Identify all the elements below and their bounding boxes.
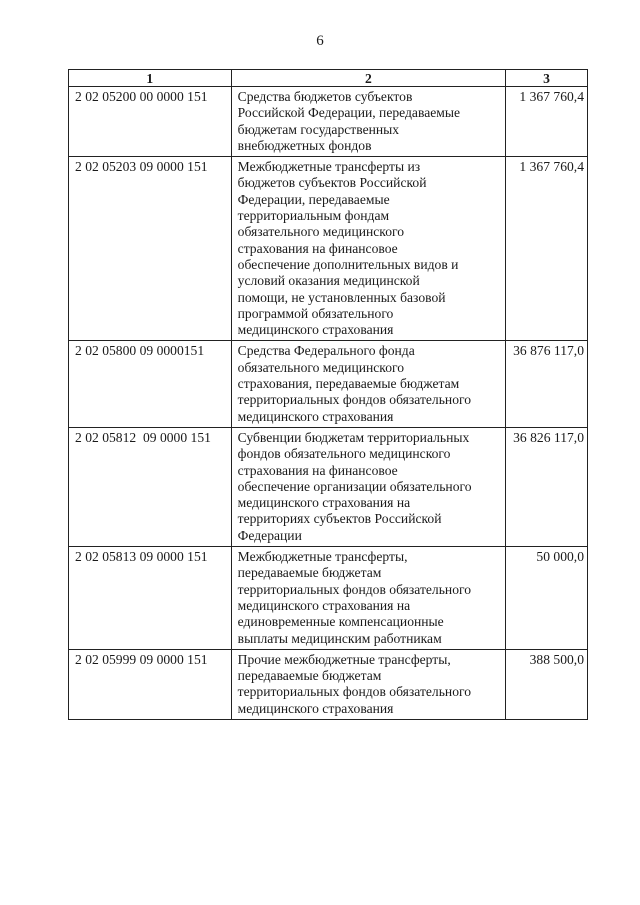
budget-code: 2 02 05203 09 0000 151 <box>69 157 232 341</box>
table-row <box>69 547 588 650</box>
budget-amount: 36 826 117,0 <box>506 427 588 546</box>
budget-item-name-line: обязательного медицинского <box>237 224 405 240</box>
budget-item-name <box>231 427 505 546</box>
budget-item-name-line: условий оказания медицинской <box>237 273 420 289</box>
budget-code: 2 02 05813 09 0000 151 <box>69 547 232 650</box>
budget-item-name-line: территориальных фондов обязательного <box>237 684 472 700</box>
table-header-row <box>69 70 588 87</box>
budget-item-name-line: выплаты медицинским работникам <box>237 630 442 646</box>
budget-item-name-line: медицинского страхования на <box>237 495 411 511</box>
budget-code: 2 02 05812 09 0000 151 <box>69 427 232 546</box>
budget-code: 2 02 05200 00 0000 151 <box>69 87 232 157</box>
table-body <box>69 87 588 720</box>
budget-item-name <box>231 341 505 427</box>
table-row <box>69 87 588 157</box>
budget-item-name-line: страхования на финансовое <box>237 240 398 256</box>
budget-item-name-line: Субвенции бюджетам территориальных <box>237 429 470 445</box>
budget-item-name-line: Федерации <box>237 527 302 543</box>
header-col-3: 3 <box>506 70 588 87</box>
budget-item-name-line: внебюджетных фондов <box>237 137 372 153</box>
budget-code: 2 02 05999 09 0000 151 <box>69 649 232 719</box>
budget-item-name-line: обеспечение организации обязательного <box>237 478 472 494</box>
budget-item-name-line: обязательного медицинского <box>237 359 405 375</box>
budget-code: 2 02 05800 09 0000151 <box>69 341 232 427</box>
budget-item-name-line: медицинского страхования на <box>237 597 411 613</box>
budget-item-name-line: Средства бюджетов субъектов <box>237 89 413 104</box>
budget-item-name-line: бюджетам государственных <box>237 121 400 137</box>
page-number: 6 <box>316 33 324 49</box>
budget-item-name-line: территориях субъектов Российской <box>237 511 442 527</box>
budget-item-name <box>231 547 505 650</box>
budget-item-name-line: медицинского страхования <box>237 700 394 716</box>
budget-amount: 1 367 760,4 <box>506 87 588 157</box>
table-row <box>69 341 588 427</box>
table-row <box>69 427 588 546</box>
budget-item-name <box>231 649 505 719</box>
budget-amount: 36 876 117,0 <box>506 341 588 427</box>
budget-item-name-line: территориальных фондов обязательного <box>237 392 472 408</box>
budget-amount: 388 500,0 <box>506 649 588 719</box>
budget-item-name-line: Прочие межбюджетные трансферты, <box>237 651 451 667</box>
budget-item-name-line: Российской Федерации, передаваемые <box>237 105 461 121</box>
budget-item-name-line: бюджетов субъектов Российской <box>237 175 427 191</box>
budget-item-name-line: Межбюджетные трансферты из <box>237 159 421 175</box>
budget-item-name-line: программой обязательного <box>237 305 394 321</box>
budget-item-name-line: медицинского страхования <box>237 408 394 424</box>
budget-item-name-line: Федерации, передаваемые <box>237 191 390 207</box>
budget-item-name-line: Средства Федерального фонда <box>237 343 415 359</box>
budget-table <box>68 69 588 720</box>
budget-item-name-line: передаваемые бюджетам <box>237 565 382 581</box>
header-col-2: 2 <box>231 70 505 87</box>
budget-amount: 1 367 760,4 <box>506 157 588 341</box>
budget-item-name-line: страхования, передаваемые бюджетам <box>237 376 460 392</box>
budget-item-name-line: территориальным фондам <box>237 208 390 224</box>
budget-item-name-line: помощи, не установленных базовой <box>237 289 446 305</box>
header-col-1: 1 <box>69 70 232 87</box>
budget-item-name-line: обеспечение дополнительных видов и <box>237 256 459 272</box>
budget-item-name-line: фондов обязательного медицинского <box>237 446 451 462</box>
budget-item-name-line: медицинского страхования <box>237 322 394 338</box>
budget-item-name-line: единовременные компенсационные <box>237 614 444 630</box>
budget-item-name-line: страхования на финансовое <box>237 462 398 478</box>
budget-item-name-line: Межбюджетные трансферты, <box>237 549 408 565</box>
budget-item-name <box>231 157 505 341</box>
budget-item-name-line: территориальных фондов обязательного <box>237 581 472 597</box>
table-row <box>69 649 588 719</box>
table-row <box>69 157 588 341</box>
budget-item-name-line: передаваемые бюджетам <box>237 668 382 684</box>
budget-amount: 50 000,0 <box>506 547 588 650</box>
budget-item-name <box>231 87 505 157</box>
